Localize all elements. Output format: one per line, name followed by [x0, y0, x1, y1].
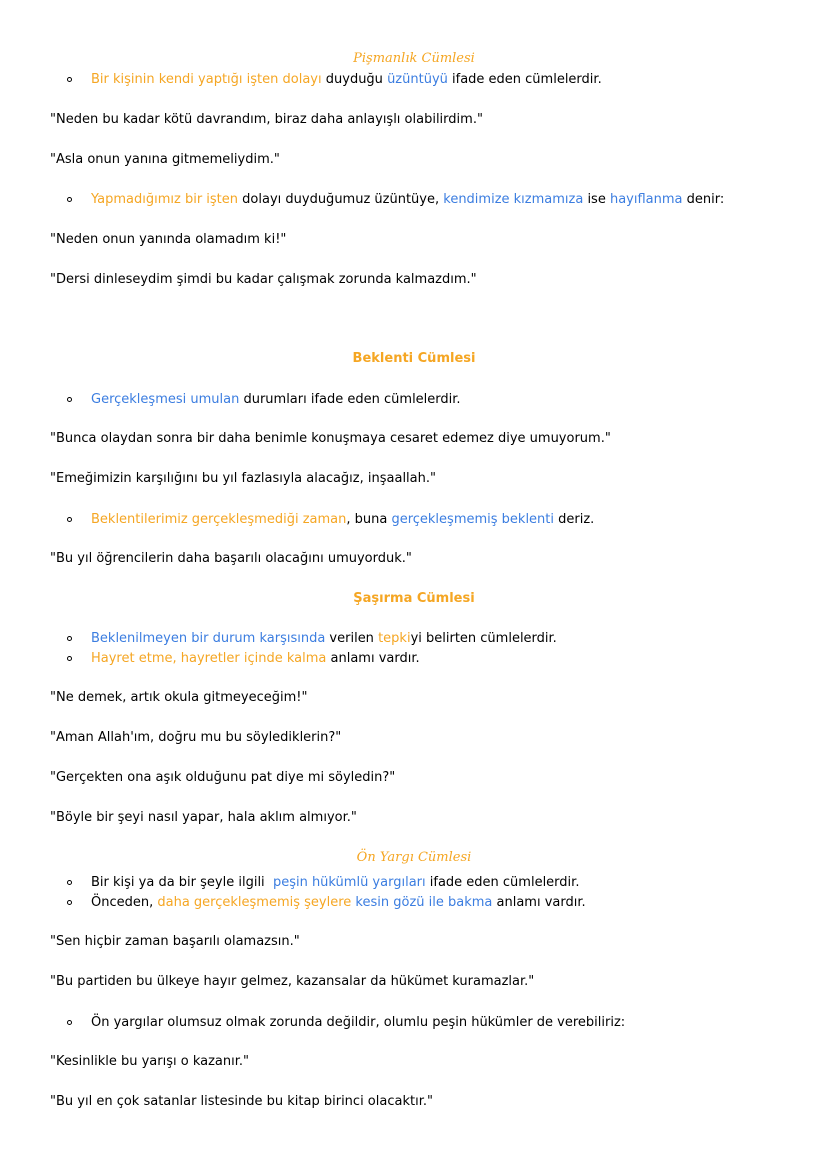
heading-onyargi: Ön Yargı Cümlesi [356, 850, 472, 865]
example-sentence: "Neden bu kadar kötü davrandım, biraz daha anlayışlı olabilirdim." [50, 112, 483, 127]
example-sentence: "Aman Allah'ım, doğru mu bu söylediklerin?" [50, 730, 342, 745]
text-span: ise [583, 192, 610, 207]
text-span: verilen [325, 631, 379, 646]
text-span: dolayı duyduğumuz üzüntüye, [238, 192, 444, 207]
heading-beklenti: Beklenti Cümlesi [352, 351, 476, 366]
bullet-marker [67, 900, 72, 905]
heading-pismanlik: Pişmanlık Cümlesi [353, 51, 475, 66]
example-sentence: "Sen hiçbir zaman başarılı olamazsın." [50, 934, 300, 949]
highlight-blue: üzüntüyü [387, 72, 448, 87]
bullet-marker [67, 517, 72, 522]
bullet-marker [67, 880, 72, 885]
bullet-marker [67, 1020, 72, 1025]
highlight-orange: tepki [378, 631, 411, 646]
bullet-marker [67, 397, 72, 402]
example-sentence: "Bu yıl en çok satanlar listesinde bu kitap birinci olacaktır." [50, 1094, 433, 1109]
highlight-orange: Yapmadığımız bir işten [91, 192, 239, 207]
highlight-orange: daha gerçekleşmemiş şeylere [157, 895, 352, 910]
text-span: , buna [346, 512, 392, 527]
highlight-orange: Bir kişinin kendi yaptığı işten dolayı [91, 72, 322, 87]
highlight-blue: Beklenilmeyen bir durum karşısında [91, 631, 326, 646]
text-span: ifade eden cümlelerdir. [447, 72, 602, 87]
text-span: deriz. [554, 512, 595, 527]
beklenti-bullet-2 [91, 511, 594, 529]
text-span: yi belirten cümlelerdir. [410, 631, 557, 646]
example-sentence: "Bunca olaydan sonra bir daha benimle konuşmaya cesaret edemez diye umuyorum." [50, 431, 611, 446]
bullet-marker [67, 77, 72, 82]
example-sentence: "Gerçekten ona aşık olduğunu pat diye mi söyledin?" [50, 770, 396, 785]
highlight-blue: gerçekleşmemiş beklenti [391, 512, 554, 527]
example-sentence: "Böyle bir şeyi nasıl yapar, hala aklım almıyor." [50, 810, 357, 825]
example-sentence: "Bu partiden bu ülkeye hayır gelmez, kazansalar da hükümet kuramazlar." [50, 974, 535, 989]
text-span: Bir kişi ya da bir şeyle ilgili [91, 875, 273, 890]
text-span: duyduğu [321, 72, 388, 87]
text-span: Önceden, [91, 895, 158, 910]
bullet-marker [67, 656, 72, 661]
example-sentence: "Dersi dinleseydim şimdi bu kadar çalışmak zorunda kalmazdım." [50, 272, 477, 287]
example-sentence: "Bu yıl öğrencilerin daha başarılı olacağını umuyorduk." [50, 551, 412, 566]
sasirma-bullet-1 [91, 630, 557, 648]
highlight-orange: Hayret etme, hayretler içinde kalma [91, 651, 327, 666]
heading-sasirma: Şaşırma Cümlesi [353, 591, 475, 606]
text-span: durumları ifade eden cümlelerdir. [239, 392, 461, 407]
example-sentence: "Emeğimizin karşılığını bu yıl fazlasıyla alacağız, inşaallah." [50, 471, 436, 486]
example-sentence: "Asla onun yanına gitmemeliydim." [50, 152, 280, 167]
text-span: denir: [682, 192, 725, 207]
bullet-marker [67, 636, 72, 641]
highlight-blue: peşin hükümlü yargıları [272, 875, 426, 890]
highlight-blue: kesin gözü ile bakma [355, 895, 493, 910]
pismanlik-bullet-2 [91, 191, 724, 209]
onyargi-bullet-3: Ön yargılar olumsuz olmak zorunda değildir, olumlu peşin hükümler de verebiliriz: [91, 1015, 626, 1030]
example-sentence: "Kesinlikle bu yarışı o kazanır." [50, 1054, 249, 1069]
highlight-blue: hayıflanma [609, 192, 683, 207]
onyargi-bullet-1 [91, 874, 579, 892]
highlight-orange: Beklentilerimiz gerçekleşmediği zaman [91, 512, 347, 527]
text-span: anlamı vardır. [326, 651, 420, 666]
onyargi-bullet-2 [91, 894, 586, 912]
text-span: ifade eden cümlelerdir. [425, 875, 580, 890]
sasirma-bullet-2 [91, 650, 420, 668]
highlight-blue: Gerçekleşmesi umulan [91, 392, 240, 407]
text-span: anlamı vardır. [492, 895, 586, 910]
bullet-marker [67, 197, 72, 202]
example-sentence: "Ne demek, artık okula gitmeyeceğim!" [50, 690, 308, 705]
example-sentence: "Neden onun yanında olamadım ki!" [50, 232, 287, 247]
highlight-blue: kendimize kızmamıza [443, 192, 584, 207]
pismanlik-bullet-1 [91, 71, 602, 89]
beklenti-bullet-1 [91, 391, 461, 409]
